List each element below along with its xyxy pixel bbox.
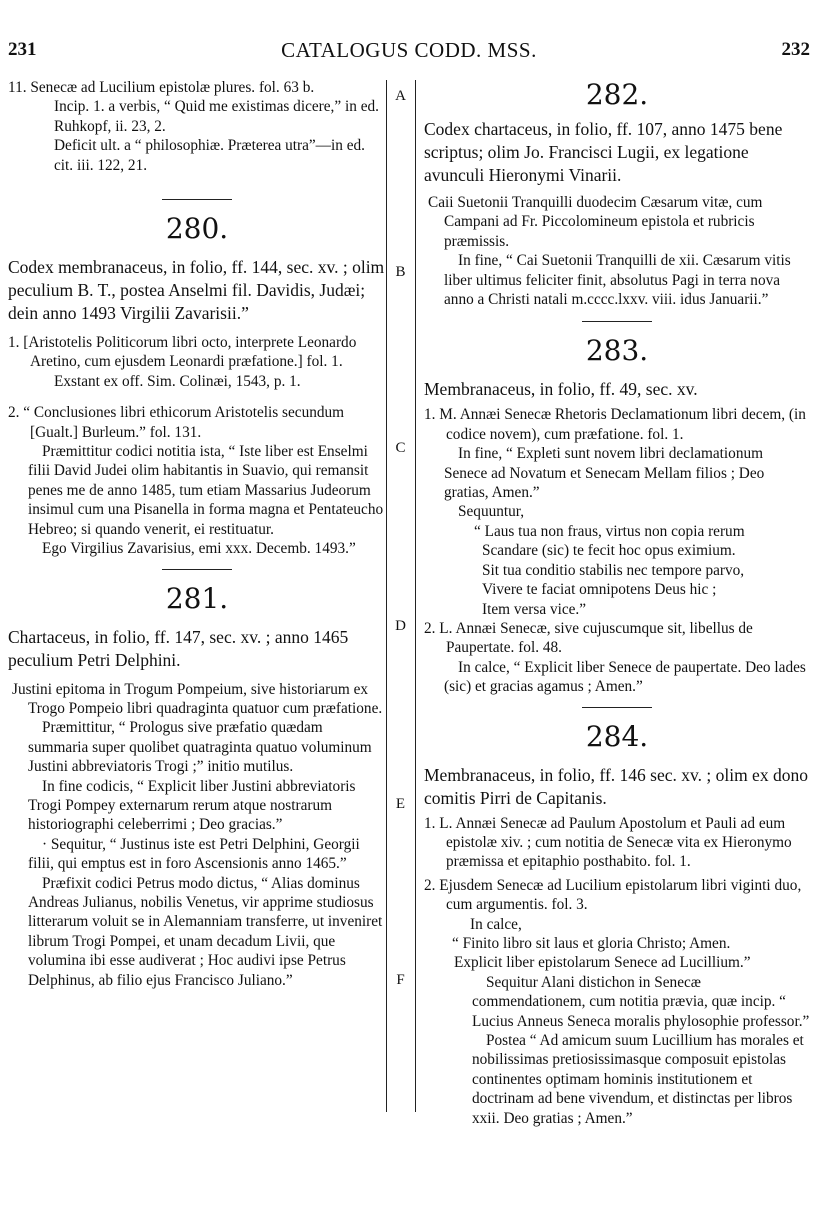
entry-281-note-3: · Sequitur, “ Justinus iste est Petri Delphini, Georgii filii, qui emptus est in foro Ascensionis anno 1465.” bbox=[28, 835, 360, 873]
incipit-note: Incip. 1. a verbis, “ Quid me existimas dicere,” in ed. Ruhkopf, ii. 23, 2. bbox=[54, 98, 379, 135]
entry-282-note-1: In fine, “ Cai Suetonii Tranquilli de xii. Cæsarum vitis liber ultimus feliciter finit, absolutus Pagi in terra nova anno a Christi natali m.cccc.lxxv. viii. idus Januarii.” bbox=[444, 252, 791, 309]
entry-280-heading: Codex membranaceus, in folio, ff. 144, sec. xv. ; olim peculium B. T., postea Anselmi fil. Davidis, Judæi; dein anno 1493 Virgilii Zavarisii.” bbox=[8, 257, 385, 324]
entry-284-note-1: In calce, bbox=[470, 915, 522, 933]
entry-280-item-1: 1. [Aristotelis Politicorum libri octo, interprete Leonardo Aretino, cum ejusdem Leonardi præfatione.] fol. 1. bbox=[8, 334, 357, 371]
entry-280-item-2-note-1: Præmittitur codici notitia ista, “ Iste liber est Enselmi filii David Judei olim habitantis in Suavio, qui remansit penes me de anno 1485, tum etiam Massarius Judeorum insimul cum una Pisanella in forma magna et Pentateucho Hebreo; si quando venerit, ei restituatur. bbox=[28, 443, 384, 538]
verse-line: Sit tua conditio stabilis nec tempore parvo, bbox=[482, 561, 745, 579]
entry-284-note-3: Explicit liber epistolarum Senece ad Lucillium.” bbox=[454, 954, 751, 972]
margin-letter-e: E bbox=[395, 796, 406, 812]
entry-284-note-5: Postea “ Ad amicum suum Lucillium has morales et nobilissimas pretiosissimasque composuit epistolas continentes optimam hominis institutionem et doctrinam ad bene vivendum, et distinctas per libros xxii. Deo gratias ; Amen.” bbox=[472, 1032, 804, 1127]
page-number-right: 232 bbox=[781, 39, 810, 60]
entry-281-item-1: Justini epitoma in Trogum Pompeium, sive historiarum ex Trogo Pompeio libri quadraginta quatuor cum præfatione. bbox=[12, 680, 383, 717]
margin-letter-c: C bbox=[395, 440, 406, 456]
entry-284-heading: Membranaceus, in folio, ff. 146 sec. xv. ; olim ex dono comitis Pirri de Capitanis. bbox=[424, 764, 808, 808]
margin-letter-b: B bbox=[395, 264, 406, 280]
item-11: 11. Senecæ ad Lucilium epistolæ plures. fol. 63 b. bbox=[8, 79, 315, 96]
entry-number-284: 284. bbox=[585, 719, 649, 753]
entry-281-note-2: In fine codicis, “ Explicit liber Justini abbreviatoris Trogi Pompey externarum rerum atque nostrarum historiographi celeberrimi ; Deo gracias.” bbox=[28, 777, 356, 834]
verse-line: Item versa vice.” bbox=[482, 600, 587, 618]
left-column bbox=[8, 78, 386, 1178]
entry-number-283: 283. bbox=[585, 334, 649, 368]
column-rule-left bbox=[386, 80, 387, 1112]
entry-number-282: 282. bbox=[585, 78, 649, 111]
running-title: CATALOGUS CODD. MSS. bbox=[281, 38, 537, 62]
entry-281-note-1: Præmittitur, “ Prologus sive præfatio quædam summaria super quolibet quatraginta quatuo voluminum Justini abbreviatoris Trogi ;” initio mutilus. bbox=[28, 719, 372, 776]
deficit-note: Deficit ult. a “ philosophiæ. Præterea utra”—in ed. cit. iii. 122, 21. bbox=[54, 137, 365, 174]
entry-283-heading: Membranaceus, in folio, ff. 49, sec. xv. bbox=[424, 379, 698, 400]
entry-283-note-2: Sequuntur, bbox=[458, 503, 525, 521]
entry-282-heading: Codex chartaceus, in folio, ff. 107, anno 1475 bene scriptus; olim Jo. Francisci Lugii, ex legatione avunculi Hieronymi Vinarii. bbox=[424, 119, 783, 185]
entry-283-item-2: 2. L. Annæi Senecæ, sive cujuscumque sit, libellus de Paupertate. fol. 48. bbox=[424, 619, 753, 657]
column-rule-right bbox=[415, 80, 416, 1112]
right-column bbox=[424, 78, 810, 1178]
entry-284-item-2: 2. Ejusdem Senecæ ad Lucilium epistolarum libri viginti duo, cum argumentis. fol. 3. bbox=[424, 876, 802, 914]
entry-280-item-2-note-2: Ego Virgilius Zavarisius, emi xxx. Decemb. 1493.” bbox=[42, 540, 356, 558]
verse-line: Scandare (sic) te fecit hoc opus eximium. bbox=[482, 542, 736, 560]
entry-280-item-2: 2. “ Conclusiones libri ethicorum Aristotelis secundum [Gualt.] Burleum.” fol. 131. bbox=[8, 404, 345, 441]
entry-number-280: 280. bbox=[165, 212, 229, 246]
margin-letter-d: D bbox=[395, 618, 406, 634]
entry-281-heading: Chartaceus, in folio, ff. 147, sec. xv. ; anno 1465 peculium Petri Delphini. bbox=[8, 626, 349, 670]
entry-number-281: 281. bbox=[165, 581, 229, 615]
margin-letter-f: F bbox=[396, 972, 405, 988]
entry-283-note-1: In fine, “ Expleti sunt novem libri declamationum Senece ad Novatum et Senecam Mellam filios ; Deo gratias, Amen.” bbox=[444, 445, 765, 502]
entry-282-item-1: Caii Suetonii Tranquilli duodecim Cæsarum vitæ, cum Campani ad Fr. Piccolomineum epistola et rubricis præmissis. bbox=[428, 194, 763, 250]
entry-280-item-1-note: Exstant ex off. Sim. Colinæi, 1543, p. 1. bbox=[54, 372, 301, 390]
page-number-left: 231 bbox=[8, 39, 37, 60]
verse-line: “ Laus tua non fraus, virtus non copia rerum bbox=[474, 522, 745, 540]
entry-283-note-3: In calce, “ Explicit liber Senece de paupertate. Deo lades (sic) et gracias agamus ; Amen.” bbox=[444, 658, 806, 696]
entry-284-note-4: Sequitur Alani distichon in Senecæ commendationem, cum notitia prævia, quæ incip. “ Lucius Anneus Seneca moralis phylosophie professor.” bbox=[472, 973, 810, 1030]
margin-letter-a: A bbox=[395, 88, 406, 104]
entry-281-note-4: Præfixit codici Petrus modo dictus, “ Alias dominus Andreas Julianus, nobilis Venetus, vir apprime studiosus litterarum voluit se in Alemanniam transferre, ut inveniret librum Trogi Pompei, et unam decadum Livii, que volumina ibi esse audiverat ; Hoc audivi ipse Petrus Delphinus, ab filio ejus Francisco Juliano.” bbox=[28, 874, 383, 989]
entry-284-note-2: “ Finito libro sit laus et gloria Christo; Amen. bbox=[452, 934, 731, 952]
verse-line: Vivere te faciat omnipotens Deus hic ; bbox=[482, 581, 717, 599]
entry-283-item-1: 1. M. Annæi Senecæ Rhetoris Declamationum libri decem, (in codice novem), cum præfatione. fol. 1. bbox=[424, 406, 806, 443]
entry-284-item-1: 1. L. Annæi Senecæ ad Paulum Apostolum et Pauli ad eum epistolæ xiv. ; cum notitia de Senecæ vita ex Hieronymo præmissa et epitaphio posthabito. fol. 1. bbox=[424, 814, 792, 871]
